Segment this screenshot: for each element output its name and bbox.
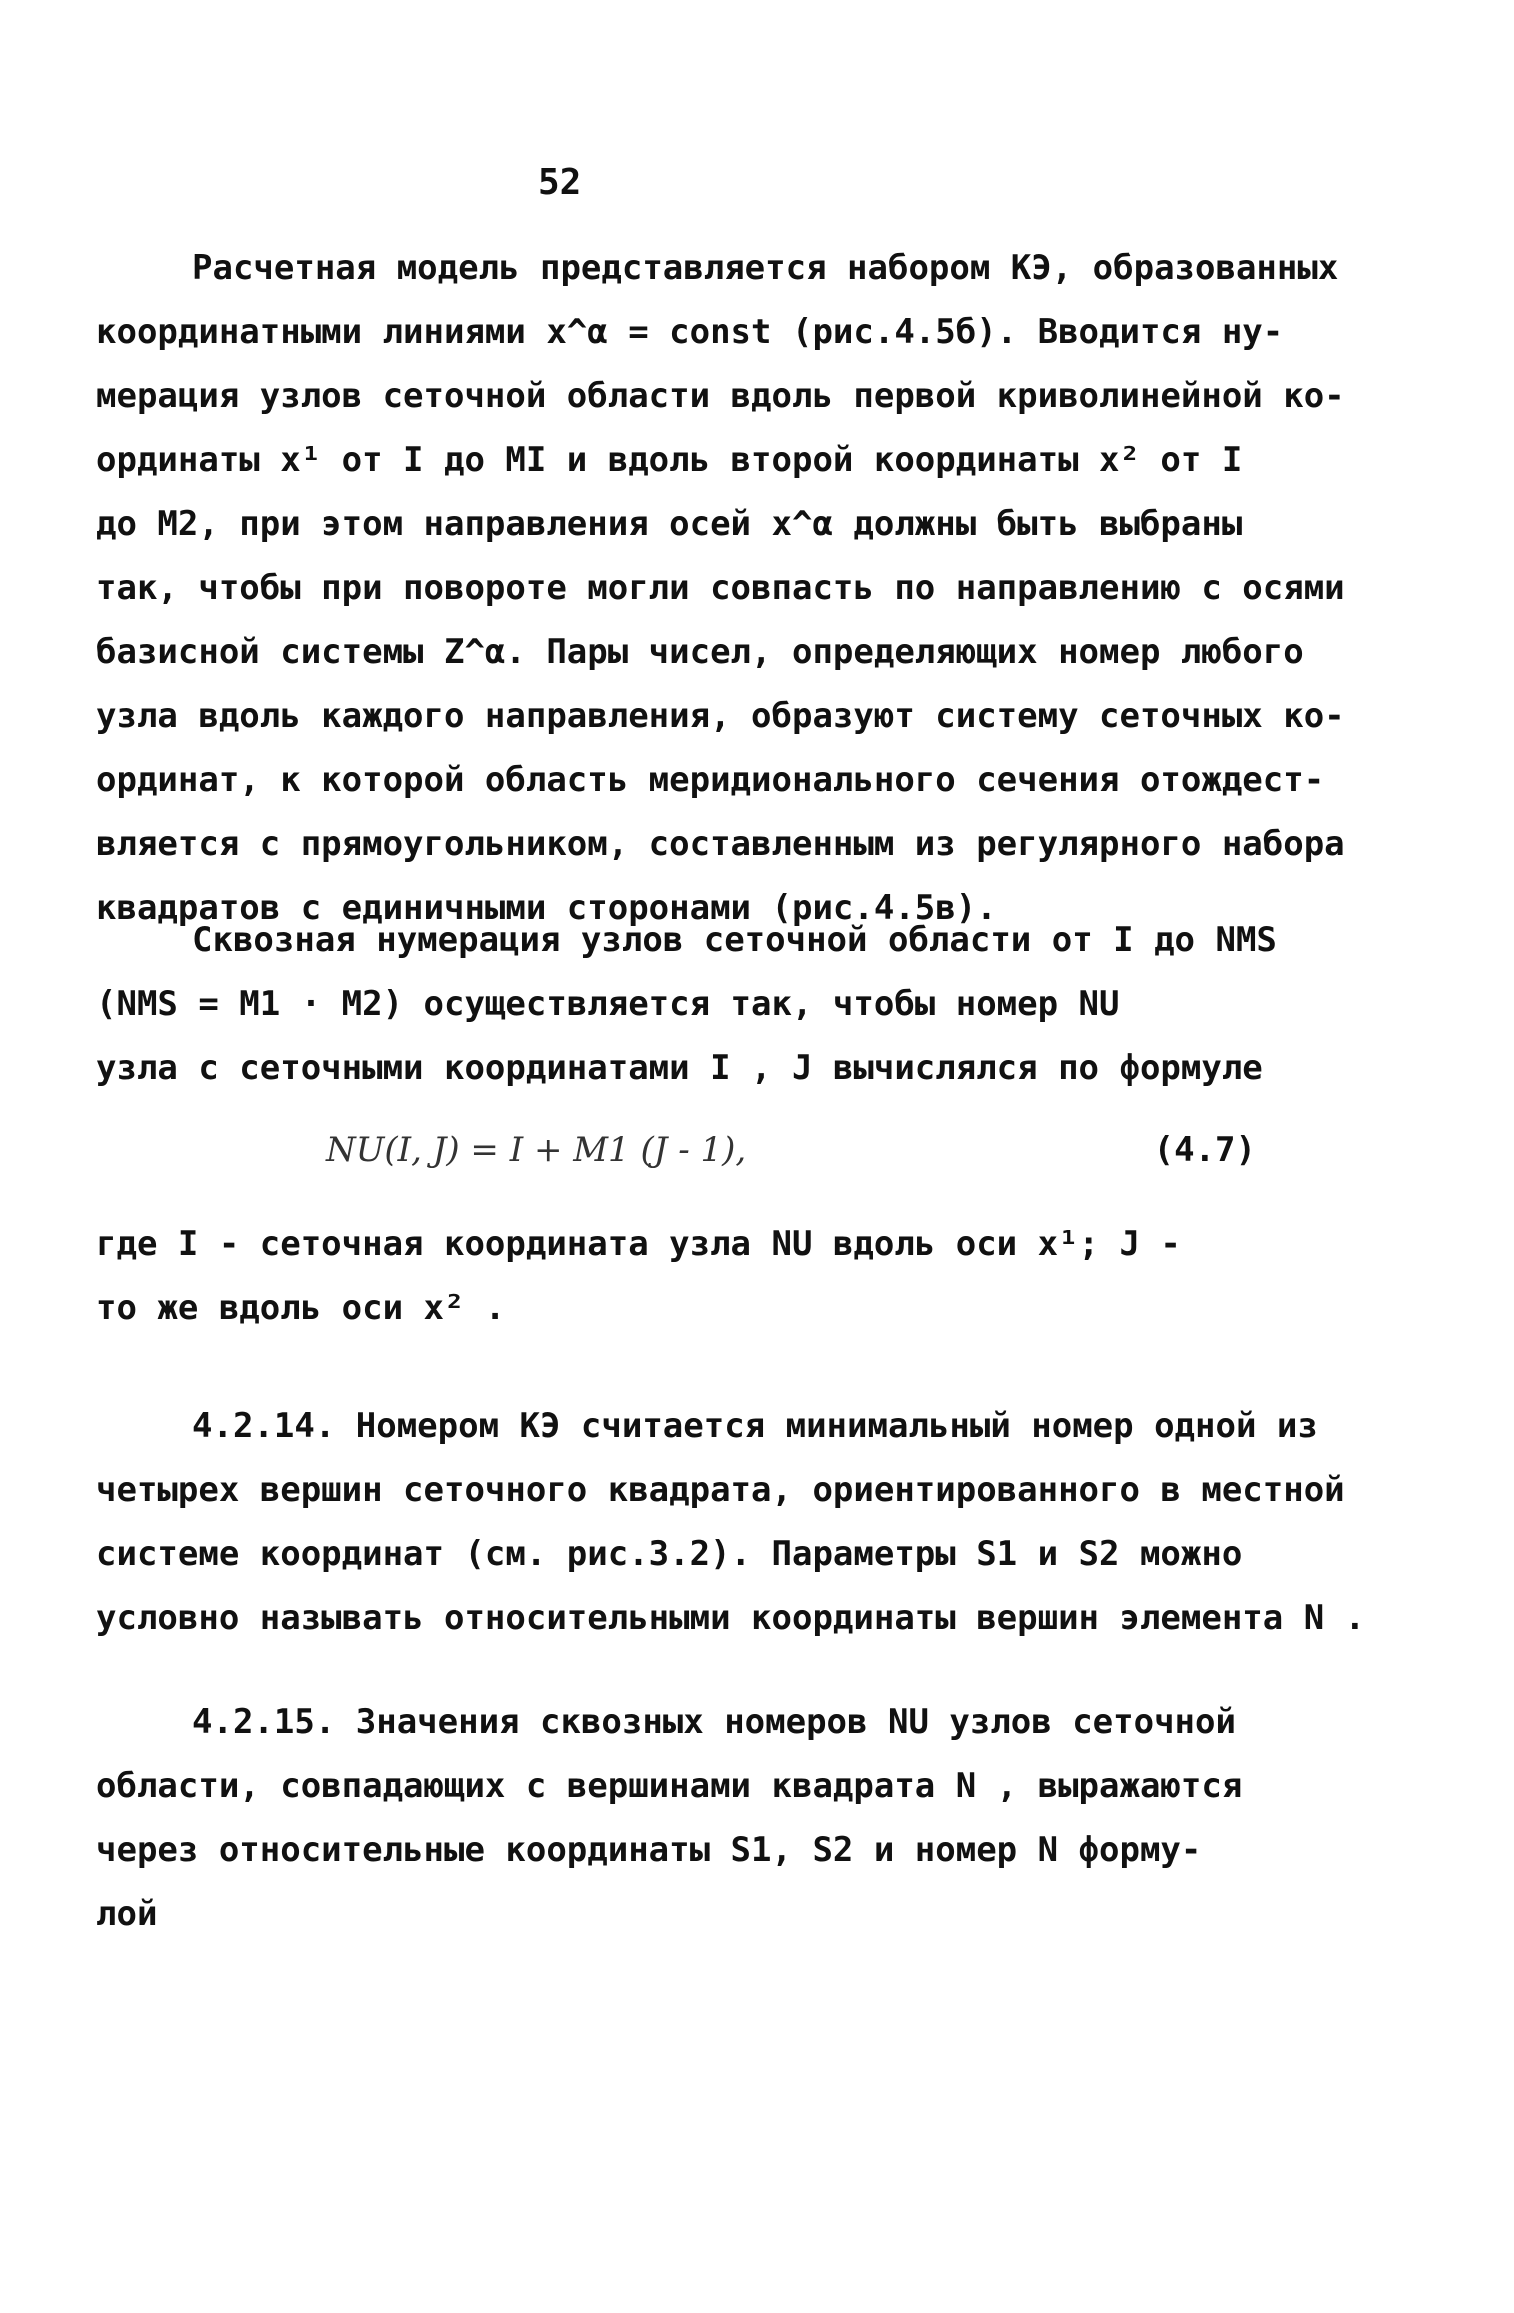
text-line: условно называть относительными координаты вершин элемента N . xyxy=(96,1598,1366,1638)
paragraph-4-2-14 xyxy=(96,1394,1366,1650)
text-line: (NMS = M1 · M2) осуществляется так, чтобы номер NU xyxy=(96,984,1120,1024)
page-number: 52 xyxy=(538,162,582,203)
text-line: узла с сеточными координатами I , J вычислялся по формуле xyxy=(96,1048,1263,1088)
text-line: вляется с прямоугольником, составленным из регулярного набора xyxy=(96,824,1345,864)
paragraph-4-2-15 xyxy=(96,1690,1276,1946)
paragraph-where xyxy=(96,1212,1276,1340)
text-line: Расчетная модель представляется набором КЭ, образованных xyxy=(192,248,1339,288)
text-line: ординаты x¹ от I до MI и вдоль второй координаты x² от I xyxy=(96,440,1243,480)
text-line: узла вдоль каждого направления, образуют систему сеточных ко- xyxy=(96,696,1345,736)
paragraph-node-numbering xyxy=(96,908,1276,1100)
text-line: системе координат (см. рис.3.2). Параметры S1 и S2 можно xyxy=(96,1534,1243,1574)
text-line: Сквозная нумерация узлов сеточной области от I до NMS xyxy=(192,920,1277,960)
text-line: 4.2.14. Номером КЭ считается минимальный номер одной из xyxy=(192,1406,1318,1446)
text-line: мерация узлов сеточной области вдоль первой криволинейной ко- xyxy=(96,376,1345,416)
text-line: координатными линиями x^α = const (рис.4.5б). Вводится ну- xyxy=(96,312,1284,352)
equation-expression: NU(I, J) = I + M1 (J - 1), xyxy=(326,1130,747,1170)
text-line: так, чтобы при повороте могли совпасть по направлению с осями xyxy=(96,568,1345,608)
equation-4-7 xyxy=(96,1118,1276,1182)
text-line: ординат, к которой область меридионального сечения отождест- xyxy=(96,760,1325,800)
text-line: то же вдоль оси x² . xyxy=(96,1288,506,1328)
text-line: где I - сеточная координата узла NU вдоль оси x¹; J - xyxy=(96,1224,1181,1264)
text-line: квадратов с единичными сторонами (рис.4.5в). xyxy=(96,888,997,928)
text-line: четырех вершин сеточного квадрата, ориентированного в местной xyxy=(96,1470,1345,1510)
text-line: через относительные координаты S1, S2 и номер N форму- xyxy=(96,1830,1202,1870)
text-line: 4.2.15. Значения сквозных номеров NU узлов сеточной xyxy=(192,1702,1236,1742)
text-line: до M2, при этом направления осей x^α должны быть выбраны xyxy=(96,504,1243,544)
text-line: базисной системы Z^α. Пары чисел, определяющих номер любого xyxy=(96,632,1304,672)
text-line: лой xyxy=(96,1894,158,1934)
equation-number: (4.7) xyxy=(1153,1130,1256,1170)
text-line: области, совпадающих с вершинами квадрата N , выражаются xyxy=(96,1766,1243,1806)
